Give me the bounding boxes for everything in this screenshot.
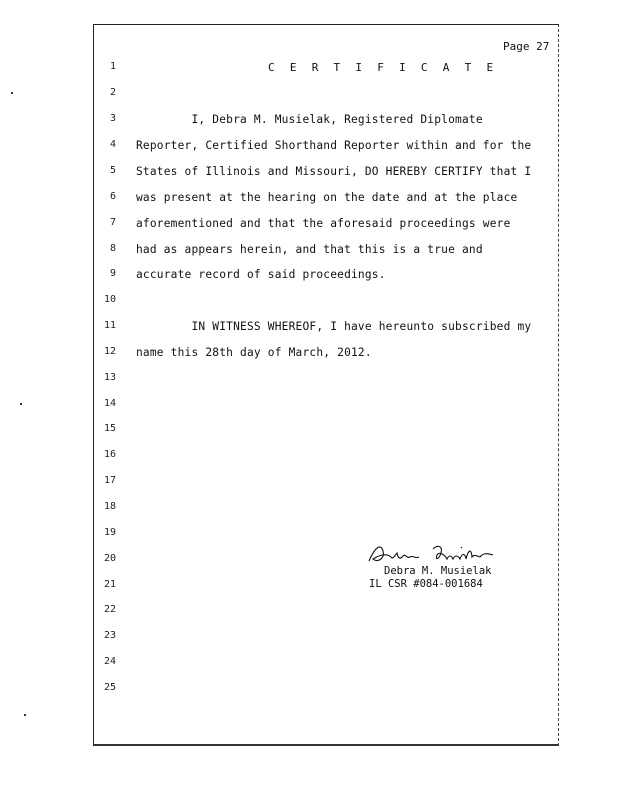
line-number: 19: [103, 527, 116, 538]
line-number: 7: [109, 217, 116, 228]
line-number: 3: [109, 113, 116, 124]
line-number: 8: [109, 243, 116, 254]
line-number: 4: [109, 139, 116, 150]
line-number: 22: [103, 604, 116, 615]
line-number: 13: [103, 372, 116, 383]
page-frame: [93, 24, 559, 746]
line-number: 9: [109, 268, 116, 279]
line-number: 14: [103, 398, 116, 409]
line-number: 21: [103, 579, 116, 590]
text-line-3: I, Debra M. Musielak, Registered Diplomate: [136, 113, 483, 126]
line-number: 16: [103, 449, 116, 460]
line-number: 2: [109, 87, 116, 98]
reporter-csr-number: IL CSR #084-001684: [369, 578, 483, 590]
line-number: 15: [103, 423, 116, 434]
line-number: 10: [103, 294, 116, 305]
text-line-5: States of Illinois and Missouri, DO HEREBY CERTIFY that I: [136, 165, 532, 178]
text-line-6: was present at the hearing on the date and at the place: [136, 191, 518, 204]
line-number: 5: [109, 165, 116, 176]
line-number: 17: [103, 475, 116, 486]
scan-speck: [24, 714, 26, 716]
text-line-9: accurate record of said proceedings.: [136, 268, 386, 281]
line-number: 12: [103, 346, 116, 357]
line-number: 23: [103, 630, 116, 641]
line-number: 6: [109, 191, 116, 202]
text-line-4: Reporter, Certified Shorthand Reporter within and for the: [136, 139, 532, 152]
line-number: 24: [103, 656, 116, 667]
line-number: 25: [103, 682, 116, 693]
reporter-name: Debra M. Musielak: [384, 565, 492, 577]
text-line-7: aforementioned and that the aforesaid proceedings were: [136, 217, 511, 230]
line-number: 1: [109, 61, 116, 72]
certificate-title: C E R T I F I C A T E: [268, 61, 498, 74]
page-number: Page 27: [503, 40, 550, 53]
signature-scribble: [365, 541, 505, 567]
line-number: 18: [103, 501, 116, 512]
text-line-11: IN WITNESS WHEREOF, I have hereunto subscribed my: [136, 320, 532, 333]
scan-speck: [11, 92, 13, 94]
text-line-12: name this 28th day of March, 2012.: [136, 346, 372, 359]
line-number: 20: [103, 553, 116, 564]
text-line-8: had as appears herein, and that this is a true and: [136, 243, 483, 256]
scan-speck: [20, 403, 22, 405]
line-number: 11: [103, 320, 116, 331]
